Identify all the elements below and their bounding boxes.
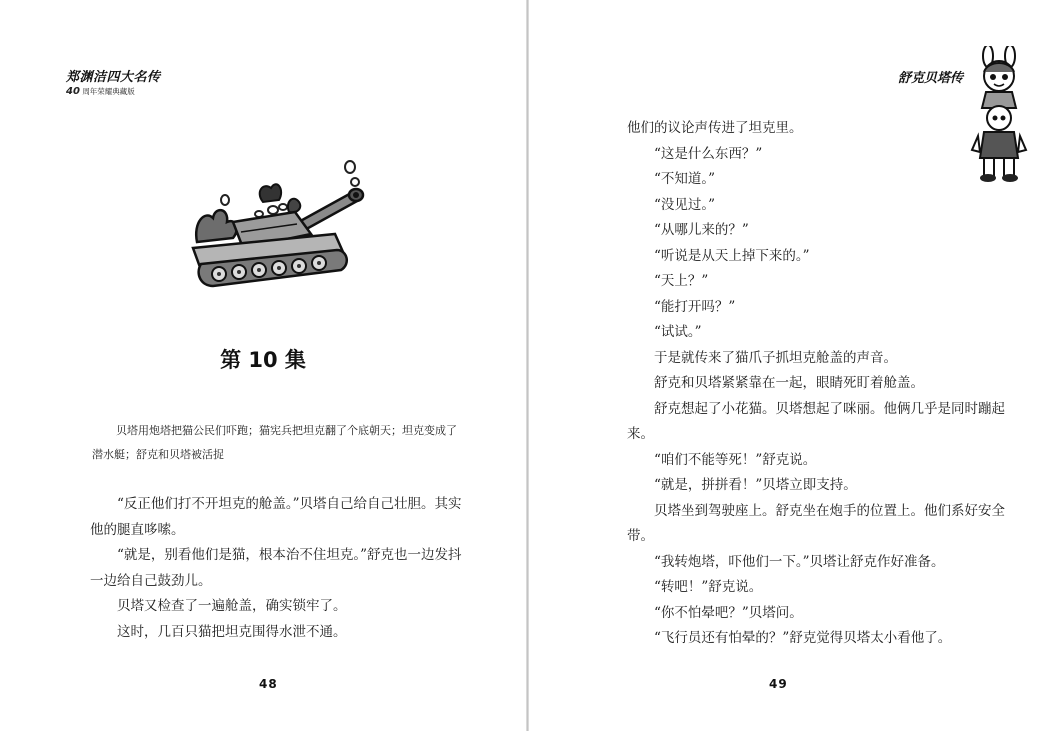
paragraph-continued: 他们的议论声传进了坦克里。 <box>627 120 803 136</box>
paragraph: 于是就传来了猫爪子抓坦克舱盖的声音。 <box>654 349 897 366</box>
book-title: 舒克贝塔传 <box>897 71 963 86</box>
chapter-title: 第 10 集 <box>220 348 306 372</box>
paragraph: “从哪儿来的？” <box>654 222 749 238</box>
paragraph: “咱们不能等死！”舒克说。 <box>654 451 817 468</box>
series-logo <box>66 66 161 97</box>
left-page <box>0 0 526 731</box>
paragraph: 舒克想起了小花猫。贝塔想起了咪丽。他俩几乎是同时蹦起来。 <box>627 400 1005 442</box>
paragraph: “反正他们打不开坦克的舱盖。”贝塔自己给自己壮胆。其实他的腿直哆嗦。 <box>90 496 462 538</box>
paragraph: “就是，别看他们是猫，根本治不住坦克。”舒克也一边发抖一边给自己鼓劲儿。 <box>90 547 462 589</box>
series-sub-text: 周年荣耀典藏版 <box>82 87 135 96</box>
series-sub-number: 40 <box>66 86 80 97</box>
paragraph: “能打开吗？” <box>654 298 736 315</box>
page-number: 48 <box>259 677 278 691</box>
paragraph: “不知道。” <box>654 171 716 187</box>
tank-illustration <box>185 152 380 292</box>
series-title: 郑渊洁四大名传 <box>66 70 161 85</box>
series-subtitle <box>66 86 161 97</box>
paragraph: “这是什么东西？” <box>654 145 763 162</box>
chapter-summary: 贝塔用炮塔把猫公民们吓跑；猫宪兵把坦克翻了个底朝天；坦克变成了潜水艇；舒克和贝塔被活捉 <box>92 424 457 461</box>
left-body-text <box>90 492 472 645</box>
right-body-text <box>627 116 1005 652</box>
paragraph: 贝塔又检查了一遍舱盖，确实锁牢了。 <box>117 598 347 614</box>
paragraph: 这时，几百只猫把坦克围得水泄不通。 <box>117 623 347 640</box>
paragraph: “没见过。” <box>654 196 716 213</box>
paragraph: “我转炮塔，吓他们一下。”贝塔让舒克作好准备。 <box>654 553 945 570</box>
page-number: 49 <box>769 677 788 691</box>
paragraph: “天上？” <box>654 273 709 289</box>
paragraph: “你不怕晕吧？”贝塔问。 <box>654 604 803 621</box>
paragraph: “试试。” <box>654 324 702 340</box>
right-page <box>529 0 1056 731</box>
paragraph: “转吧！”舒克说。 <box>654 579 763 595</box>
paragraph: “就是，拼拼看！”贝塔立即支持。 <box>654 477 857 493</box>
paragraph: “听说是从天上掉下来的。” <box>654 247 810 264</box>
paragraph: 贝塔坐到驾驶座上。舒克坐在炮手的位置上。他们系好安全带。 <box>627 502 1005 544</box>
paragraph: 舒克和贝塔紧紧靠在一起，眼睛死盯着舱盖。 <box>654 375 924 391</box>
paragraph: “飞行员还有怕晕的？”舒克觉得贝塔太小看他了。 <box>654 630 952 646</box>
